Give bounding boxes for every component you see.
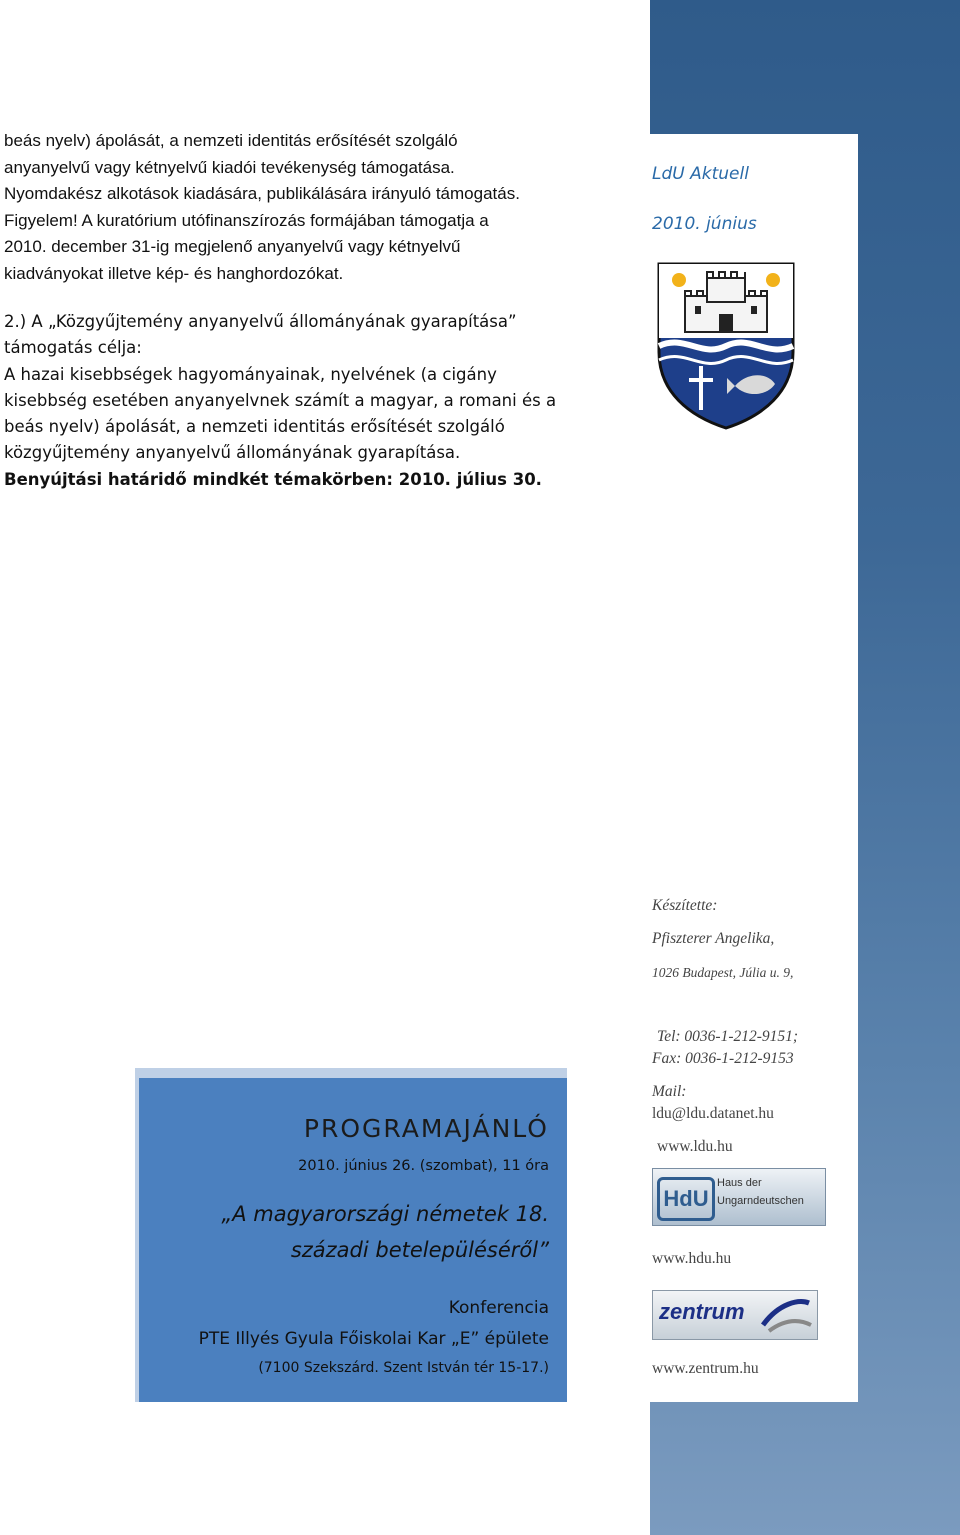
coat-of-arms-image: [655, 260, 797, 432]
mail-address-link[interactable]: ldu@ldu.datanet.hu: [652, 1105, 774, 1122]
author-name: Pfiszterer Angelika,: [652, 930, 775, 947]
hdu-logo-mark: HdU: [657, 1177, 715, 1221]
author-address: 1026 Budapest, Júlia u. 9,: [652, 965, 794, 980]
article-body: [4, 128, 604, 493]
deadline-text: Benyújtási határidő mindkét témakörben: 2010. július 30.: [4, 469, 542, 489]
hdu-logo-caption-1: Haus der: [717, 1177, 762, 1189]
text-line: támogatás célja:: [4, 338, 142, 358]
text-line: anyanyelvű vagy kétnyelvű kiadói tevékenység támogatása.: [4, 157, 455, 177]
zentrum-logo-text: zentrum: [659, 1299, 745, 1324]
hdu-logo: [652, 1168, 826, 1226]
program-date: 2010. június 26. (szombat), 11 óra: [298, 1158, 549, 1174]
program-event: Konferencia: [448, 1298, 549, 1318]
text-line: A hazai kisebbségek hagyományainak, nyelvének (a cigány: [4, 364, 497, 384]
hdu-logo-caption-2: Ungarndeutschen: [717, 1195, 804, 1207]
phone-number: Tel: 0036-1-212-9151;: [657, 1028, 799, 1045]
program-address: (7100 Szekszárd. Szent István tér 15-17.): [258, 1360, 549, 1376]
text-line: beás nyelv) ápolását, a nemzeti identitás erősítését szolgáló: [4, 417, 505, 437]
program-title: PROGRAMAJÁNLÓ: [303, 1114, 549, 1143]
program-box: [135, 1068, 567, 1402]
text-line: közgyűjtemény anyanyelvű állományának gyarapítása.: [4, 443, 461, 463]
fax-number: Fax: 0036-1-212-9153: [652, 1050, 794, 1067]
ldu-website-link[interactable]: www.ldu.hu: [657, 1138, 733, 1155]
prepared-label: Készítette:: [652, 897, 718, 914]
text-line: 2.) A „Közgyűjtemény anyanyelvű állományának gyarapítása”: [4, 312, 517, 331]
program-topic-line1: „A magyarországi németek 18.: [221, 1202, 549, 1226]
text-line: kisebbség esetében anyanyelvnek számít a magyar, a romani és a: [4, 390, 557, 410]
text-line: Nyomdakész alkotások kiadására, publikálására irányuló támogatás.: [4, 184, 520, 203]
program-venue: PTE Illyés Gyula Főiskolai Kar „E” épülete: [198, 1329, 549, 1349]
text-line: 2010. december 31-ig megjelenő anyanyelvű vagy kétnyelvű: [4, 237, 461, 256]
text-line: kiadványokat illetve kép- és hanghordozókat.: [4, 263, 344, 283]
zentrum-website-link[interactable]: www.zentrum.hu: [652, 1360, 759, 1377]
program-topic-line2: századi betelepüléséről”: [290, 1238, 549, 1262]
newsletter-date: 2010. június: [652, 214, 757, 234]
mail-label: Mail:: [652, 1083, 687, 1100]
text-line: Figyelem! A kuratórium utófinanszírozás formájában támogatja a: [4, 210, 489, 230]
paragraph-kiadoi: [4, 128, 604, 287]
hdu-website-link[interactable]: www.hdu.hu: [652, 1250, 732, 1267]
paragraph-kozgyujtemeny: [4, 309, 604, 493]
text-line: beás nyelv) ápolását, a nemzeti identitás erősítését szolgáló: [4, 131, 458, 150]
zentrum-swoosh-icon: [759, 1295, 813, 1335]
newsletter-title: LdU Aktuell: [652, 164, 749, 184]
zentrum-logo: [652, 1290, 818, 1340]
